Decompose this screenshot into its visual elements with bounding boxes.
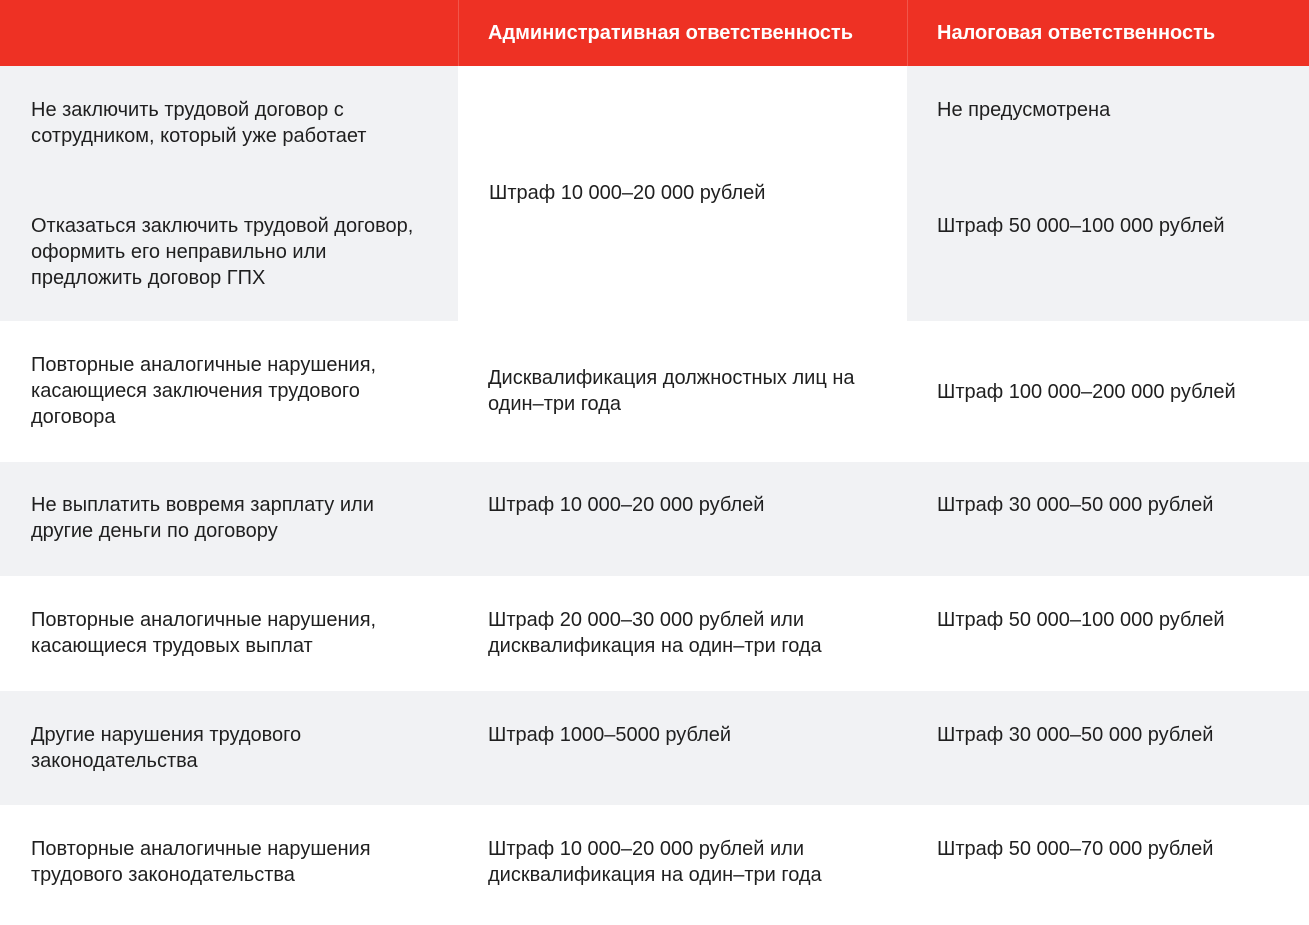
table-row-4 [0, 576, 1309, 691]
header-cell-empty [0, 0, 458, 66]
row-2-tax-text: Штраф 100 000–200 000 рублей [937, 381, 1236, 403]
row-5-tax-text: Штраф 30 000–50 000 рублей [937, 724, 1214, 746]
row-3-admin-text: Штраф 10 000–20 000 рублей [488, 494, 765, 516]
table-row-1-tax [907, 66, 1309, 321]
row-3-violation-text: Не выплатить вовремя зарплату или другие деньги по договору [31, 494, 374, 542]
row-1-tax-b-text: Штраф 50 000–100 000 рублей [937, 215, 1225, 237]
table-row-1-violation [0, 66, 458, 321]
header-cell-tax [907, 0, 1309, 66]
row-4-admin-text: Штраф 20 000–30 000 рублей или дисквалификация на один–три года [488, 609, 822, 657]
header-tax-label: Налоговая ответственность [937, 21, 1216, 44]
row-6-violation-text: Повторные аналогичные нарушения трудового законодательства [31, 838, 371, 886]
table-row-2 [0, 321, 1309, 462]
header-divider [907, 0, 908, 66]
row-4-tax-text: Штраф 50 000–100 000 рублей [937, 609, 1225, 631]
row-6-admin-text: Штраф 10 000–20 000 рублей или дисквалификация на один–три года [488, 838, 822, 886]
row-1-tax-a-text: Не предусмотрена [937, 99, 1111, 121]
header-admin-label: Административная ответственность [488, 21, 854, 44]
row-4-violation-text: Повторные аналогичные нарушения, касающиеся трудовых выплат [31, 609, 377, 657]
table-row-6 [0, 805, 1309, 925]
row-2-admin-text: Дисквалификация должностных лиц на один–три года [488, 367, 855, 415]
table-row-5 [0, 691, 1309, 805]
header-cell-admin [458, 0, 907, 66]
row-5-admin-text: Штраф 1000–5000 рублей [488, 724, 732, 746]
row-1-violation-a-text: Не заключить трудовой договор с сотрудником, который уже работает [31, 99, 367, 147]
row-1-admin-text: Штраф 10 000–20 000 рублей [489, 182, 766, 204]
row-5-violation-text: Другие нарушения трудового законодательства [31, 724, 302, 772]
header-divider [458, 0, 459, 66]
table-row-1-admin [458, 66, 907, 321]
row-3-tax-text: Штраф 30 000–50 000 рублей [937, 494, 1214, 516]
row-1-violation-b-text: Отказаться заключить трудовой договор, оформить его неправильно или предложить договор ГПХ [31, 215, 414, 289]
row-6-tax-text: Штраф 50 000–70 000 рублей [937, 838, 1214, 860]
table-row-3 [0, 462, 1309, 576]
row-2-violation-text: Повторные аналогичные нарушения, касающиеся заключения трудового договора [31, 354, 377, 428]
